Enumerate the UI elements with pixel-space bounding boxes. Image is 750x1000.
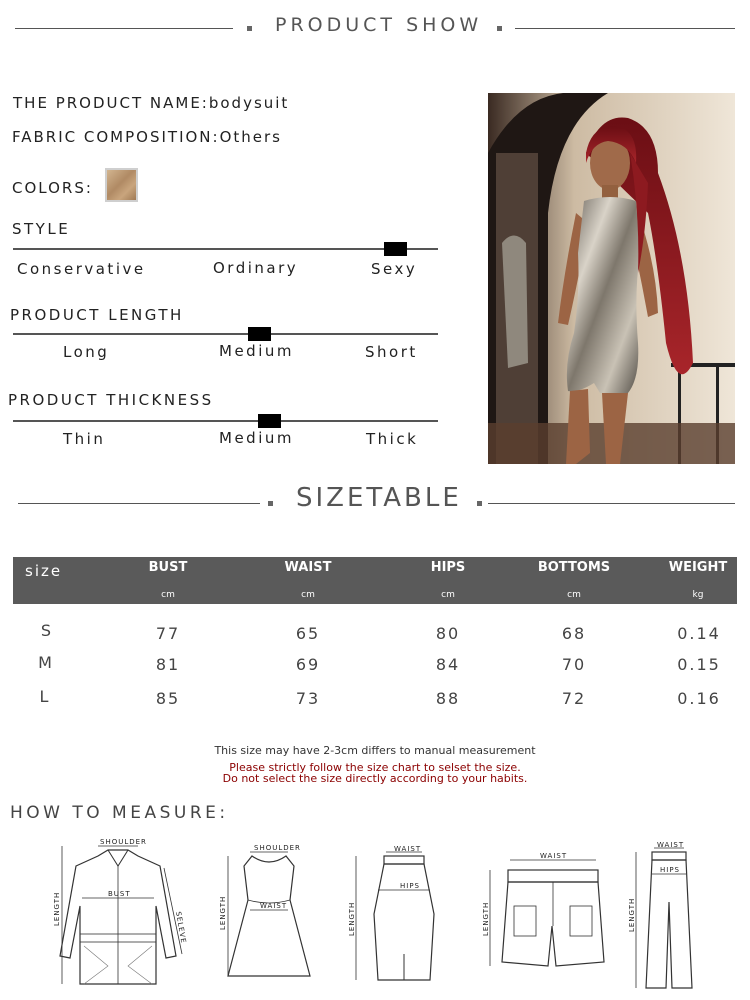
colors-label: COLORS: [12, 179, 93, 197]
bottoms-cell: 70 [561, 655, 587, 674]
pants-measure-diagram [624, 842, 708, 992]
style-marker [384, 242, 407, 256]
weight-cell: 0.16 [677, 689, 721, 708]
thickness-scale-line [13, 420, 438, 422]
col-bottoms: BOTTOMS [537, 560, 611, 575]
sizetable-rule-right [488, 503, 735, 504]
sizetable-title: SIZETABLE [296, 483, 462, 513]
measurement-note: This size may have 2-3cm differs to manual measurement [214, 744, 536, 757]
size-cell: L [39, 687, 51, 706]
shorts-length-label: LENGTH [482, 901, 490, 936]
waist-cell: 65 [295, 624, 321, 643]
sizetable-dot-right [477, 501, 482, 506]
length-marker [248, 327, 271, 341]
pants-waist-label: WAIST [657, 842, 685, 849]
thickness-marker [258, 414, 281, 428]
jacket-shoulder-label: SHOULDER [100, 838, 147, 846]
bust-cell: 81 [155, 655, 181, 674]
pants-hips-label: HIPS [660, 866, 680, 874]
jacket-length-label: LENGTH [53, 891, 61, 926]
style-label-conservative: Conservative [17, 260, 146, 278]
hips-cell: 80 [435, 624, 461, 643]
product-name: THE PRODUCT NAME:bodysuit [13, 94, 290, 112]
thickness-label-medium: Medium [219, 429, 294, 447]
size-cell: S [40, 621, 54, 640]
bust-cell: 77 [155, 624, 181, 643]
unit-weight: kg [692, 590, 704, 600]
col-size: size [25, 562, 63, 580]
style-label-sexy: Sexy [371, 260, 418, 278]
unit-bottoms: cm [567, 590, 581, 600]
bottoms-cell: 72 [561, 689, 587, 708]
length-label-medium: Medium [219, 342, 294, 360]
waist-cell: 69 [295, 655, 321, 674]
col-hips: HIPS [430, 560, 466, 575]
fabric-composition: FABRIC COMPOSITION:Others [12, 128, 282, 146]
shorts-measure-diagram [478, 846, 618, 974]
unit-hips: cm [441, 590, 455, 600]
size-table-header [13, 557, 737, 604]
jacket-bust-label: BUST [108, 890, 131, 898]
col-bust: BUST [148, 560, 188, 575]
hips-cell: 88 [435, 689, 461, 708]
dress-shoulder-label: SHOULDER [254, 844, 301, 852]
jacket-measure-diagram [48, 836, 198, 992]
col-weight: WEIGHT [668, 560, 728, 575]
weight-cell: 0.14 [677, 624, 721, 643]
style-label-ordinary: Ordinary [213, 259, 299, 277]
thickness-title: PRODUCT THICKNESS [8, 391, 214, 409]
unit-bust: cm [161, 590, 175, 600]
product-show-rule-left [15, 28, 233, 29]
length-title: PRODUCT LENGTH [10, 306, 184, 324]
length-label-long: Long [63, 343, 110, 361]
style-title: STYLE [12, 220, 71, 238]
skirt-hips-label: HIPS [400, 882, 420, 890]
hips-cell: 84 [435, 655, 461, 674]
color-swatch[interactable] [105, 168, 138, 202]
size-warning-1: Please strictly follow the size chart to selset the size. [229, 761, 521, 774]
skirt-length-label: LENGTH [348, 901, 356, 936]
length-scale-line [13, 333, 438, 335]
thickness-label-thin: Thin [63, 430, 106, 448]
how-to-measure-title: HOW TO MEASURE: [10, 803, 229, 823]
dress-measure-diagram [214, 840, 324, 988]
product-show-dot-right [497, 26, 502, 31]
waist-cell: 73 [295, 689, 321, 708]
product-show-dot-left [247, 26, 252, 31]
pants-length-label: LENGTH [628, 897, 636, 932]
unit-waist: cm [301, 590, 315, 600]
model-illustration [488, 93, 735, 464]
style-scale-line [13, 248, 438, 250]
skirt-waist-label: WAIST [394, 845, 422, 853]
thickness-label-thick: Thick [366, 430, 419, 448]
product-photo [488, 93, 735, 464]
weight-cell: 0.15 [677, 655, 721, 674]
bust-cell: 85 [155, 689, 181, 708]
jacket-sleeve-label: SELEVE [174, 910, 188, 945]
length-label-short: Short [365, 343, 418, 361]
col-waist: WAIST [284, 560, 332, 575]
dress-length-label: LENGTH [219, 895, 227, 930]
product-show-title: PRODUCT SHOW [275, 14, 483, 36]
size-cell: M [38, 653, 54, 672]
shorts-waist-label: WAIST [540, 852, 568, 860]
sizetable-rule-left [18, 503, 260, 504]
sizetable-dot-left [268, 501, 273, 506]
dress-waist-label: WAIST [260, 902, 288, 910]
size-warning-2: Do not select the size directly according to your habits. [222, 772, 528, 785]
product-show-rule-right [515, 28, 735, 29]
skirt-measure-diagram [344, 844, 448, 988]
bottoms-cell: 68 [561, 624, 587, 643]
